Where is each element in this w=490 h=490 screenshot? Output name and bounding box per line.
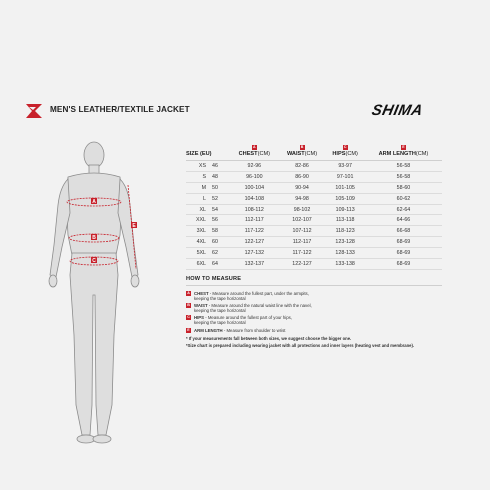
arm-cell: 56-58 xyxy=(365,161,442,172)
size-eu: 64 xyxy=(212,260,218,267)
table-row xyxy=(186,237,442,248)
waist-cell: 86-90 xyxy=(279,171,326,182)
size-code: 5XL xyxy=(196,250,206,257)
hips-cell: 118-123 xyxy=(325,226,365,237)
arm-cell: 58-60 xyxy=(365,182,442,193)
size-eu: 52 xyxy=(212,195,218,202)
size-cell xyxy=(186,193,230,204)
figure-label-b: B xyxy=(92,234,96,241)
figure-label-e: E xyxy=(132,222,136,229)
waist-cell: 94-98 xyxy=(279,193,326,204)
waist-cell: 102-107 xyxy=(279,215,326,226)
how-to-measure-title: HOW TO MEASURE xyxy=(186,276,242,282)
size-cell xyxy=(186,204,230,215)
size-eu: 60 xyxy=(212,239,218,246)
waist-cell: 112-117 xyxy=(279,237,326,248)
table-row xyxy=(186,204,442,215)
table-header-row xyxy=(186,145,442,161)
measure-hips: C HIPS - Measure around the fullest part of your hips, keeping the tape horizontal xyxy=(187,315,292,326)
size-code: 4XL xyxy=(196,239,206,246)
waist-cell: 90-94 xyxy=(279,182,326,193)
chest-cell: 117-122 xyxy=(230,226,279,237)
size-code: XL xyxy=(199,206,206,213)
size-cell xyxy=(186,182,230,193)
size-cell xyxy=(186,171,230,182)
note-size-chart-layers: *Size chart is prepared including wearing jacket with all protections and inner layers (heating vest and membrane). xyxy=(186,343,415,348)
hips-cell: 123-128 xyxy=(325,237,365,248)
chest-cell: 108-112 xyxy=(230,204,279,215)
size-eu: 50 xyxy=(212,184,218,191)
table-row xyxy=(186,161,442,172)
page-title: MEN'S LEATHER/TEXTILE JACKET xyxy=(50,105,190,114)
size-table-body xyxy=(186,161,442,270)
how-to-divider xyxy=(186,285,442,286)
hips-cell: 109-113 xyxy=(325,204,365,215)
size-eu: 54 xyxy=(212,206,218,213)
size-chart-table xyxy=(186,145,442,270)
hips-cell: 97-101 xyxy=(325,171,365,182)
brand-logo: SHIMA xyxy=(370,102,425,119)
table-row xyxy=(186,226,442,237)
size-eu: 58 xyxy=(212,228,218,235)
hips-cell: 128-133 xyxy=(325,248,365,259)
size-code: XXL xyxy=(195,217,206,224)
size-eu: 56 xyxy=(212,217,218,224)
figure-label-a: A xyxy=(92,198,96,205)
size-code: S xyxy=(202,173,206,180)
chest-cell: 100-104 xyxy=(230,182,279,193)
hips-cell: 93-97 xyxy=(325,161,365,172)
size-cell xyxy=(186,215,230,226)
measure-arm-length: E ARM LENGTH - Measure from shoulder to wrist xyxy=(187,328,286,333)
table-row xyxy=(186,259,442,270)
arm-cell: 66-68 xyxy=(365,226,442,237)
chest-cell: 104-108 xyxy=(230,193,279,204)
size-cell xyxy=(186,237,230,248)
hips-cell: 105-109 xyxy=(325,193,365,204)
arm-length-column-header: E ARM LENGTH(CM) xyxy=(365,145,442,161)
chest-cell: 122-127 xyxy=(230,237,279,248)
chest-cell: 92-96 xyxy=(230,161,279,172)
hips-cell: 101-105 xyxy=(325,182,365,193)
body-figure-illustration xyxy=(48,135,160,455)
size-code: M xyxy=(201,184,206,191)
size-eu: 48 xyxy=(212,173,218,180)
size-code: L xyxy=(203,195,206,202)
size-code: XS xyxy=(198,162,206,169)
waist-cell: 98-102 xyxy=(279,204,326,215)
waist-cell: 82-86 xyxy=(279,161,326,172)
arm-cell: 60-62 xyxy=(365,193,442,204)
hips-cell: 113-118 xyxy=(325,215,365,226)
waist-cell: 117-122 xyxy=(279,248,326,259)
size-code: 3XL xyxy=(196,228,206,235)
size-cell xyxy=(186,248,230,259)
size-cell xyxy=(186,161,230,172)
chest-column-header: A CHEST(CM) xyxy=(230,145,279,161)
arm-cell: 68-69 xyxy=(365,259,442,270)
waist-column-header: B WAIST(CM) xyxy=(279,145,326,161)
measure-chest: A CHEST - Measure around the fullest part, under the armpits, keeping the tape horizontal xyxy=(187,291,309,302)
size-cell xyxy=(186,259,230,270)
waist-badge: B xyxy=(300,145,304,149)
arm-cell: 62-64 xyxy=(365,204,442,215)
arm-cell: 68-69 xyxy=(365,237,442,248)
measure-waist: B WAIST - Measure around the natural waist line with the navel, keeping the tape horizontal xyxy=(187,303,312,314)
chest-cell: 96-100 xyxy=(230,171,279,182)
table-row xyxy=(186,171,442,182)
figure-label-c: C xyxy=(92,257,96,264)
waist-cell: 107-112 xyxy=(279,226,326,237)
chest-badge: A xyxy=(253,145,256,149)
arm-cell: 64-66 xyxy=(365,215,442,226)
size-eu: 46 xyxy=(212,162,218,169)
size-eu: 62 xyxy=(212,250,218,257)
size-cell xyxy=(186,226,230,237)
table-row xyxy=(186,182,442,193)
chest-cell: 112-117 xyxy=(230,215,279,226)
hips-badge: C xyxy=(343,145,347,149)
hips-column-header: C HIPS(CM) xyxy=(325,145,365,161)
note-between-sizes: * If your measurements fall between both sizes, we suggest choose the bigger one. xyxy=(186,336,352,341)
chest-cell: 127-132 xyxy=(230,248,279,259)
table-row xyxy=(186,248,442,259)
table-row xyxy=(186,193,442,204)
arm-length-badge: E xyxy=(402,145,405,149)
waist-cell: 122-127 xyxy=(279,259,326,270)
chest-cell: 132-137 xyxy=(230,259,279,270)
size-column-header: SIZE (EU) xyxy=(186,145,230,161)
shima-logo-icon xyxy=(26,104,42,118)
arm-cell: 68-69 xyxy=(365,248,442,259)
hips-cell: 133-138 xyxy=(325,259,365,270)
table-row xyxy=(186,215,442,226)
size-code: 6XL xyxy=(196,260,206,267)
arm-cell: 56-58 xyxy=(365,171,442,182)
